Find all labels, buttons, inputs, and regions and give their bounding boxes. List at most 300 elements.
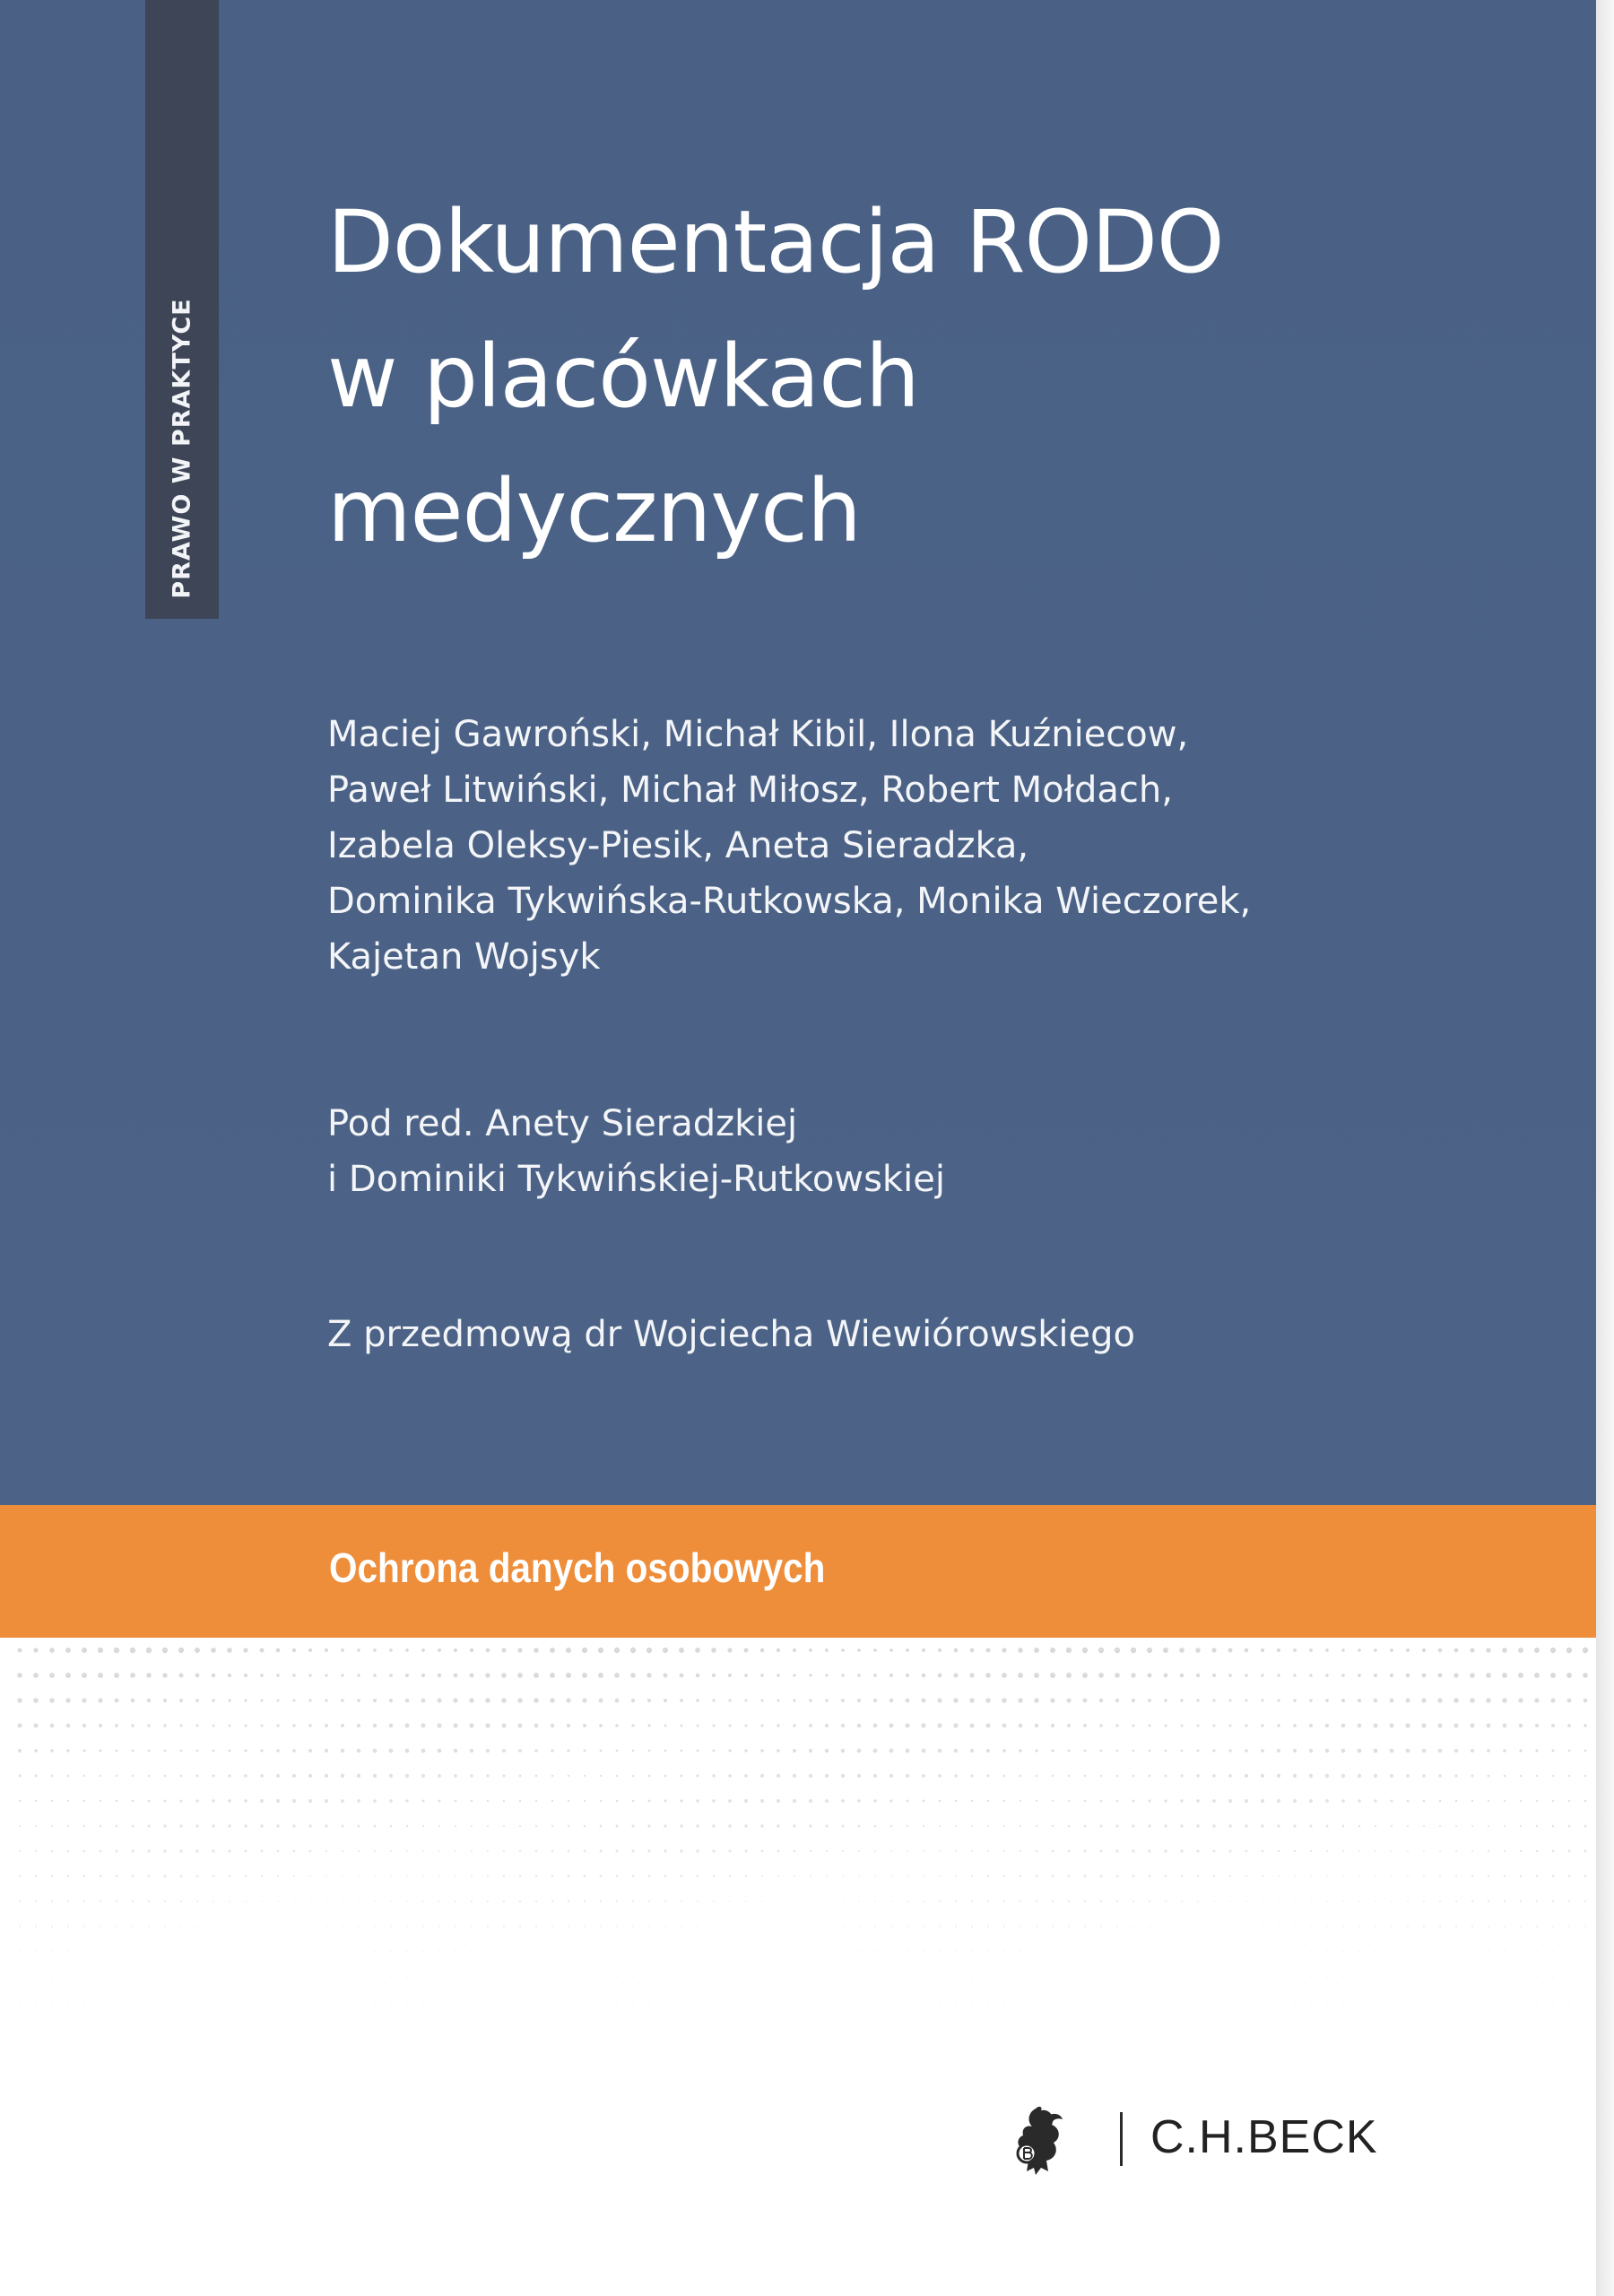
pattern-dot (276, 1774, 280, 1778)
pattern-dot (615, 1724, 619, 1727)
pattern-dot (696, 1824, 699, 1828)
pattern-dot (760, 1699, 763, 1701)
pattern-dot (712, 1699, 715, 1701)
pattern-dot (19, 1850, 21, 1852)
pattern-dot (874, 1850, 876, 1852)
pattern-dot (33, 1648, 38, 1652)
pattern-dot (1358, 1799, 1360, 1802)
pattern-dot (970, 1648, 975, 1653)
pattern-dot (1584, 2026, 1585, 2027)
pattern-dot (1132, 2026, 1133, 2027)
pattern-dot (1309, 1749, 1313, 1752)
pattern-dot (1326, 2001, 1327, 2002)
pattern-dot (19, 2026, 20, 2027)
pattern-dot (244, 1799, 247, 1803)
pattern-dot (358, 1850, 360, 1852)
pattern-dot (939, 1951, 941, 1952)
pattern-dot (922, 1749, 926, 1753)
pattern-dot (1568, 1800, 1570, 1802)
pattern-dot (147, 1699, 151, 1702)
pattern-dot (373, 1774, 377, 1778)
pattern-dot (1326, 1900, 1327, 1901)
pattern-dot (889, 1749, 894, 1753)
pattern-dot (1437, 1698, 1442, 1702)
pattern-dot (1084, 1800, 1086, 1802)
pattern-dot (986, 1774, 989, 1777)
pattern-dot (455, 1926, 456, 1927)
pattern-dot (1423, 1800, 1426, 1803)
pattern-dot (244, 1824, 247, 1828)
pattern-dot (292, 1674, 295, 1676)
pattern-dot (1035, 1749, 1037, 1752)
pattern-dot (1439, 1976, 1440, 1977)
pattern-dot (277, 1850, 280, 1853)
pattern-dot (1423, 1875, 1425, 1877)
pattern-dot (1535, 1749, 1538, 1752)
pattern-dot (987, 1800, 989, 1802)
pattern-dot (503, 2001, 504, 2002)
pattern-dot (1115, 1824, 1118, 1827)
pattern-dot (357, 1699, 360, 1702)
pattern-dot (422, 1900, 424, 1902)
pattern-dot (1131, 1673, 1135, 1677)
pattern-dot (1375, 1875, 1376, 1877)
pattern-dot (485, 1698, 490, 1703)
pattern-dot (1149, 2001, 1150, 2002)
pattern-dot (857, 1699, 861, 1702)
pattern-dot (1310, 2001, 1311, 2002)
pattern-dot (1181, 1725, 1184, 1727)
pattern-dot (1003, 1926, 1005, 1927)
pattern-dot (471, 2026, 472, 2027)
pattern-dot (648, 1750, 651, 1752)
pattern-dot (1421, 1723, 1426, 1727)
pattern-dot (179, 1849, 182, 1852)
pattern-dot (421, 1674, 425, 1677)
pattern-dot (1052, 1800, 1054, 1802)
pattern-dot (535, 2001, 536, 2002)
pattern-dot (760, 1674, 764, 1677)
pattern-dot (1374, 1749, 1378, 1753)
pattern-dot (502, 1774, 505, 1777)
pattern-dot (1149, 2026, 1150, 2027)
pattern-dot (1341, 1674, 1345, 1677)
pattern-dot (954, 1749, 958, 1752)
pattern-dot (697, 1750, 699, 1752)
pattern-dot (1502, 1648, 1507, 1653)
pattern-dot (1488, 1825, 1489, 1827)
pattern-dot (132, 1825, 134, 1828)
pattern-dot (503, 1850, 505, 1852)
pattern-dot (777, 1699, 779, 1701)
pattern-dot (1132, 1849, 1134, 1852)
pattern-dot (1520, 2001, 1521, 2002)
pattern-dot (1486, 1673, 1491, 1678)
pattern-dot (761, 1976, 762, 1977)
pattern-dot (987, 1900, 989, 1902)
pattern-dot (630, 1648, 636, 1653)
pattern-dot (277, 2026, 278, 2027)
foreword-credit: Z przedmową dr Wojciecha Wiewiórowskiego (327, 1314, 1135, 1355)
pattern-dot (1390, 1648, 1393, 1652)
pattern-dot (1488, 1800, 1489, 1802)
pattern-dot (1180, 1799, 1184, 1803)
pattern-dot (971, 1850, 973, 1852)
pattern-dot (825, 1824, 828, 1827)
author-line: Kajetan Wojsyk (327, 936, 601, 978)
pattern-dot (325, 1774, 328, 1778)
pattern-dot (308, 1774, 312, 1778)
pattern-dot (277, 2001, 278, 2002)
pattern-dot (17, 1698, 22, 1703)
pattern-dot (1471, 1724, 1475, 1728)
pattern-dot (906, 1774, 909, 1778)
pattern-dot (51, 1976, 52, 1977)
pattern-dot (1099, 1699, 1104, 1703)
pattern-dot (777, 1824, 779, 1827)
pattern-dot (1536, 1825, 1538, 1827)
pattern-dot (244, 1849, 247, 1852)
pattern-dot (1518, 1698, 1523, 1702)
pattern-dot (1278, 2001, 1279, 2002)
pattern-dot (147, 1724, 150, 1726)
pattern-dot (1245, 1824, 1248, 1828)
pattern-dot (600, 1951, 601, 1952)
pattern-dot (1488, 1926, 1489, 1927)
pattern-dot (132, 1926, 134, 1927)
pattern-dot (858, 1875, 860, 1877)
pattern-dot (874, 1976, 875, 1977)
pattern-dot (1181, 1750, 1184, 1752)
pattern-dot (1068, 1800, 1070, 1802)
pattern-dot (51, 1926, 53, 1927)
pattern-dot (421, 1749, 426, 1753)
pattern-dot (49, 1673, 55, 1678)
pattern-dot (1471, 1774, 1473, 1777)
author-line: Paweł Litwiński, Michał Miłosz, Robert Mołdach, (327, 770, 1173, 811)
pattern-dot (648, 1775, 651, 1778)
pattern-dot (1262, 1850, 1264, 1853)
pattern-dot (1003, 1976, 1004, 1977)
pattern-dot (100, 1850, 102, 1853)
pattern-dot (568, 1800, 569, 1802)
pattern-dot (551, 2026, 552, 2027)
pattern-dot (1325, 1648, 1329, 1652)
pattern-dot (632, 2001, 633, 2002)
pattern-dot (1342, 1976, 1343, 1977)
pattern-dot (810, 1976, 811, 1977)
pattern-dot (180, 1951, 181, 1952)
pattern-dot (1486, 1648, 1490, 1652)
pattern-dot (229, 2001, 230, 2002)
pattern-dot (1407, 1825, 1409, 1827)
pattern-dot (1374, 1774, 1377, 1778)
pattern-dot (1504, 2001, 1505, 2002)
pattern-dot (939, 1976, 940, 1977)
pattern-dot (1020, 1875, 1021, 1877)
pattern-dot (1471, 1825, 1473, 1827)
pattern-dot (1341, 1724, 1346, 1728)
pattern-dot (196, 1725, 199, 1727)
pattern-dot (631, 1824, 634, 1827)
pattern-dot (308, 1674, 311, 1676)
pattern-dot (228, 1699, 230, 1701)
pattern-dot (213, 1875, 215, 1878)
pattern-dot (568, 1900, 569, 1902)
pattern-dot (35, 1825, 37, 1827)
pattern-dot (1100, 1926, 1102, 1927)
pattern-dot (986, 1648, 991, 1653)
pattern-dot (1068, 1900, 1070, 1902)
pattern-dot (65, 1648, 71, 1653)
pattern-dot (1455, 1825, 1457, 1827)
pattern-dot (1471, 1951, 1473, 1952)
pattern-dot (648, 1951, 649, 1952)
pattern-dot (1228, 1724, 1231, 1726)
pattern-dot (179, 1799, 182, 1802)
pattern-dot (1100, 1875, 1103, 1878)
pattern-dot (342, 1976, 343, 1977)
pattern-dot (1503, 1749, 1506, 1752)
pattern-dot (503, 1951, 505, 1952)
pattern-dot (1116, 2026, 1117, 2027)
pattern-dot (65, 1673, 71, 1678)
cover-right-edge (1596, 0, 1614, 2296)
pattern-dot (487, 1976, 488, 1977)
pattern-dot (1390, 1749, 1394, 1753)
pattern-dot (422, 1875, 424, 1877)
pattern-dot (551, 1775, 554, 1778)
pattern-dot (342, 1875, 343, 1877)
pattern-dot (761, 1900, 762, 1901)
pattern-dot (83, 1900, 85, 1902)
pattern-dot (825, 1799, 829, 1803)
pattern-dot (1020, 1775, 1022, 1778)
publisher-divider (1120, 2112, 1123, 2166)
pattern-dot (761, 1875, 763, 1877)
pattern-dot (51, 1951, 52, 1952)
pattern-dot (1454, 1774, 1457, 1777)
pattern-dot (390, 2001, 391, 2002)
pattern-dot (794, 1850, 796, 1853)
pattern-dot (67, 1875, 70, 1878)
pattern-dot (1245, 1900, 1246, 1901)
pattern-dot (519, 1875, 521, 1877)
pattern-dot (1084, 2026, 1085, 2027)
pattern-dot (308, 1724, 312, 1727)
pattern-dot (1149, 1725, 1151, 1727)
pattern-dot (342, 1951, 343, 1952)
editor-line: Pod red. Anety Sieradzkiej (327, 1103, 798, 1144)
pattern-dot (1552, 2001, 1553, 2002)
pattern-dot (1407, 1875, 1409, 1877)
pattern-dot (406, 2001, 407, 2002)
pattern-dot (664, 1799, 666, 1802)
pattern-dot (82, 1724, 86, 1727)
pattern-dot (777, 1875, 779, 1877)
pattern-dot (211, 1648, 216, 1653)
pattern-dot (680, 1799, 682, 1802)
pattern-dot (1196, 1699, 1199, 1701)
pattern-dot (83, 1850, 86, 1853)
pattern-dot (1534, 1648, 1540, 1653)
pattern-dot (1100, 1976, 1101, 1977)
pattern-dot (1165, 1775, 1167, 1778)
pattern-dot (212, 1799, 214, 1802)
pattern-dot (35, 1800, 37, 1802)
pattern-dot (19, 1825, 21, 1827)
pattern-dot (277, 1900, 278, 1901)
pattern-dot (551, 1800, 553, 1802)
pattern-dot (584, 1800, 586, 1802)
pattern-dot (212, 1699, 214, 1701)
pattern-dot (83, 1951, 84, 1952)
pattern-dot (1036, 1900, 1037, 1902)
pattern-dot (1439, 1800, 1442, 1803)
pattern-dot (373, 1799, 377, 1803)
pattern-dot (1132, 2001, 1133, 2002)
pattern-dot (1148, 1824, 1150, 1827)
pattern-dot (196, 1976, 197, 1977)
pattern-dot (485, 1723, 490, 1727)
pattern-dot (744, 1674, 748, 1677)
pattern-dot (405, 1699, 410, 1703)
pattern-dot (551, 1951, 552, 1952)
pattern-dot (874, 1900, 876, 1902)
pattern-dot (584, 1926, 586, 1927)
pattern-dot (292, 1699, 295, 1701)
pattern-dot (923, 2026, 924, 2027)
pattern-dot (179, 1824, 182, 1827)
pattern-dot (1019, 1724, 1023, 1728)
pattern-dot (1180, 1699, 1183, 1701)
pattern-dot (406, 1875, 408, 1877)
pattern-dot (34, 1749, 38, 1752)
pattern-dot (501, 1723, 506, 1727)
pattern-dot (116, 1775, 117, 1777)
pattern-dot (1504, 1850, 1506, 1852)
pattern-dot (1245, 1976, 1246, 1977)
pattern-dot (18, 1749, 22, 1752)
pattern-dot (1566, 1673, 1572, 1678)
pattern-dot (82, 1648, 87, 1653)
pattern-dot (1309, 1774, 1313, 1778)
pattern-dot (713, 1875, 715, 1877)
editor-credit (327, 1096, 945, 1207)
pattern-dot (889, 1799, 892, 1802)
pattern-dot (1423, 1926, 1425, 1927)
pattern-dot (358, 1825, 360, 1828)
pattern-dot (1003, 1875, 1005, 1877)
pattern-dot (195, 1849, 198, 1852)
pattern-dot (1245, 1951, 1246, 1952)
pattern-dot (358, 1951, 359, 1952)
pattern-dot (1020, 1850, 1021, 1852)
pattern-dot (1423, 1825, 1425, 1827)
pattern-dot (938, 1749, 942, 1753)
pattern-dot (421, 1774, 425, 1778)
pattern-dot (1116, 1750, 1119, 1752)
pattern-dot (873, 1749, 878, 1753)
pattern-dot (1423, 1976, 1424, 1977)
pattern-dot (1212, 1749, 1215, 1752)
pattern-dot (681, 1750, 683, 1752)
pattern-dot (1148, 1849, 1150, 1852)
pattern-dot (922, 1674, 926, 1678)
pattern-dot (35, 1850, 37, 1852)
pattern-dot (1228, 1774, 1232, 1778)
pattern-dot (825, 1724, 829, 1727)
pattern-dot (437, 1698, 441, 1702)
pattern-dot (342, 2001, 343, 2002)
pattern-dot (777, 1724, 779, 1726)
pattern-dot (196, 1750, 199, 1752)
pattern-dot (1568, 1875, 1571, 1878)
pattern-dot (810, 1850, 811, 1852)
pattern-dot (518, 1749, 522, 1752)
pattern-dot (1358, 1674, 1361, 1677)
pattern-dot (826, 1951, 827, 1952)
pattern-dot (132, 1800, 134, 1803)
pattern-dot (695, 1648, 700, 1653)
pattern-dot (67, 2026, 68, 2027)
pattern-dot (777, 1951, 778, 1952)
pattern-dot (1423, 1900, 1425, 1902)
pattern-dot (1504, 1800, 1506, 1802)
pattern-dot (83, 2026, 84, 2027)
pattern-dot (325, 1976, 326, 1977)
pattern-dot (793, 1749, 796, 1752)
pattern-dot (1084, 1825, 1087, 1828)
pattern-dot (728, 1749, 731, 1752)
pattern-dot (487, 1800, 489, 1802)
pattern-dot (1342, 1850, 1344, 1852)
pattern-dot (874, 2001, 875, 2002)
pattern-dot (195, 1648, 200, 1653)
pattern-dot (1584, 1951, 1585, 1952)
pattern-dot (1325, 1699, 1329, 1702)
pattern-dot (727, 1648, 732, 1652)
pattern-dot (1197, 1875, 1199, 1877)
pattern-dot (1471, 1976, 1472, 1977)
pattern-dot (51, 1775, 54, 1778)
pattern-dot (325, 1951, 326, 1952)
pattern-dot (1325, 1749, 1330, 1753)
pattern-dot (1471, 1926, 1473, 1927)
pattern-dot (245, 1725, 247, 1727)
pattern-dot (937, 1698, 941, 1702)
pattern-dot (373, 1674, 377, 1677)
pattern-dot (1584, 1800, 1587, 1803)
pattern-dot (971, 1976, 972, 1977)
pattern-dot (873, 1724, 878, 1728)
pattern-dot (955, 1800, 958, 1803)
pattern-dot (696, 1799, 699, 1803)
pattern-dot (600, 1926, 602, 1927)
pattern-dot (907, 1926, 908, 1927)
pattern-dot (35, 2001, 36, 2002)
pattern-dot (889, 1699, 894, 1703)
pattern-dot (309, 1976, 310, 1977)
pattern-dot (614, 1648, 620, 1653)
pattern-dot (1584, 1875, 1587, 1878)
pattern-dot (405, 1749, 410, 1753)
pattern-dot (1568, 1976, 1569, 1977)
pattern-dot (890, 1875, 892, 1877)
pattern-dot (793, 1774, 796, 1778)
pattern-dot (196, 1875, 199, 1878)
pattern-dot (293, 1900, 294, 1901)
